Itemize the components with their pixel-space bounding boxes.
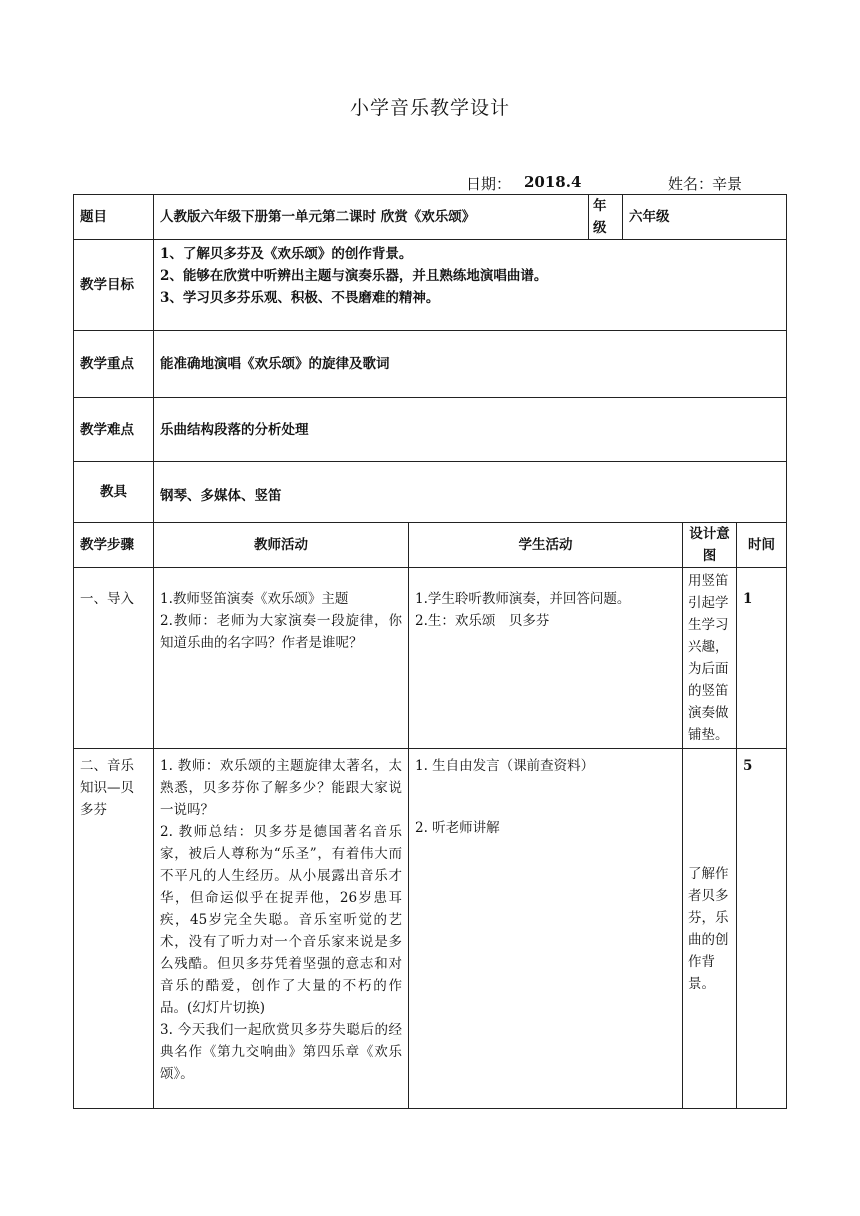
student-item: 1.学生聆听教师演奏，并回答问题。 <box>415 591 631 607</box>
grade-label: 年级 <box>589 195 623 240</box>
goal-item: 3、学习贝多芬乐观、积极、不畏磨难的精神。 <box>160 290 440 306</box>
teacher-activity <box>154 749 409 1109</box>
topic-label: 题目 <box>74 195 154 240</box>
goals-label: 教学目标 <box>74 240 154 331</box>
goal-item: 1、了解贝多芬及《欢乐颂》的创作背景。 <box>160 246 413 262</box>
teacher-item: 1. 教师：欢乐颂的主题旋律太著名，太熟悉，贝多芬你了解多少？能跟大家说一说吗？ <box>160 758 402 818</box>
name-label: 姓名： <box>668 175 714 193</box>
student-item: 2. 听老师讲解 <box>415 820 500 836</box>
topic-value: 人教版六年级下册第一单元第二课时 欣赏《欢乐颂》 <box>154 195 589 240</box>
design-intent: 了解作者贝多芬，乐曲的创作背景。 <box>683 749 737 1109</box>
lesson-plan-table <box>73 194 787 1109</box>
page-title: 小学音乐教学设计 <box>349 97 510 119</box>
date-label: 日期： <box>466 175 512 193</box>
design-intent: 用竖笛引起学生学习兴趣，为后面的竖笛演奏做铺垫。 <box>683 568 737 749</box>
table-row <box>74 749 787 1109</box>
key-point-label: 教学重点 <box>74 331 154 398</box>
tools-label: 教具 <box>74 462 154 523</box>
table-row <box>74 568 787 749</box>
time-value: 5 <box>737 749 787 1109</box>
teacher-item: 2. 教师总结：贝多芬是德国著名音乐家，被后人尊称为“乐圣”，有着伟大而不平凡的人生经历。从小展露出音乐才华，但命运似乎在捉弄他，26岁患耳疾，45岁完全失聪。音乐室听觉的艺术，没有了听力对一个音乐家来说是多么残酷。但贝多芬凭着坚强的意志和对音乐的酷爱，创作了大量的不朽的作品。(幻灯片切换) <box>160 824 402 1016</box>
tools-value: 钢琴、多媒体、竖笛 <box>154 462 787 523</box>
header-time: 时间 <box>737 523 787 568</box>
difficulty-label: 教学难点 <box>74 398 154 462</box>
student-item: 2.生：欢乐颂 贝多芬 <box>415 613 550 629</box>
step-name: 二、音乐知识—贝多芬 <box>74 749 154 1109</box>
student-item: 1. 生自由发言（课前查资料） <box>415 758 595 774</box>
step-name: 一、导入 <box>74 568 154 749</box>
teacher-item: 2.教师：老师为大家演奏一段旋律，你知道乐曲的名字吗？作者是谁呢？ <box>160 613 402 651</box>
student-activity <box>409 749 683 1109</box>
key-point-value: 能准确地演唱《欢乐颂》的旋律及歌词 <box>154 331 787 398</box>
header-student: 学生活动 <box>409 523 683 568</box>
meta-line <box>0 173 860 195</box>
goal-item: 2、能够在欣赏中听辨出主题与演奏乐器，并且熟练地演唱曲谱。 <box>160 268 548 284</box>
teacher-item: 1.教师竖笛演奏《欢乐颂》主题 <box>160 591 349 607</box>
header-step: 教学步骤 <box>74 523 154 568</box>
difficulty-value: 乐曲结构段落的分析处理 <box>154 398 787 462</box>
time-value: 1 <box>737 568 787 749</box>
student-activity <box>409 568 683 749</box>
teacher-item: 3. 今天我们一起欣赏贝多芬失聪后的经典名作《第九交响曲》第四乐章《欢乐颂》。 <box>160 1022 402 1082</box>
grade-value: 六年级 <box>623 195 787 240</box>
header-intent: 设计意图 <box>683 523 737 568</box>
name-value: 辛景 <box>712 175 743 193</box>
teacher-activity <box>154 568 409 749</box>
goals-list <box>154 240 787 331</box>
header-teacher: 教师活动 <box>154 523 409 568</box>
date-value: 2018.4 <box>524 173 582 191</box>
